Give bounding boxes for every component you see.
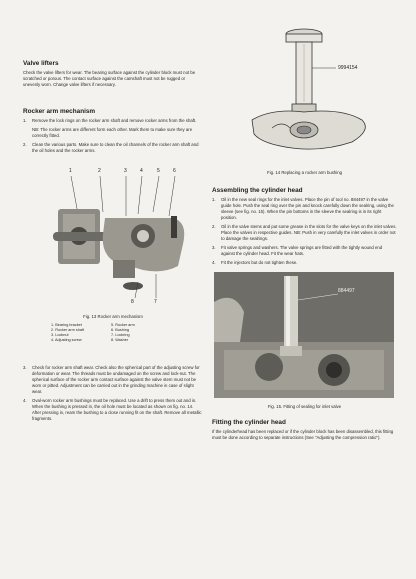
fig13-callout-8: 8 <box>131 299 134 305</box>
fig15-tool-label: 884497 <box>338 288 355 294</box>
fig13-callout-3: 3 <box>124 168 127 174</box>
legend-item: 5. Rocker arm <box>111 323 135 327</box>
step-number: 3. <box>23 365 27 370</box>
step-text: Clean the various parts. Make sure to clean the oil channels of the rocker arm shaft and the oil holes and the rocker arms. <box>32 142 199 153</box>
legend-item: 1. Bearing bracket <box>51 323 82 327</box>
step-number: 1. <box>212 197 216 202</box>
step-text: Fit valve springs and washers. The valve springs are fitted with the tightly wound end against the cylinder head. Fit the wear hats. <box>221 245 383 256</box>
fig13-callout-1: 1 <box>69 168 72 174</box>
assembly-step-2 <box>212 224 397 242</box>
fig14-figure <box>212 20 397 168</box>
step-text: Oval-worn rocker arm bushings must be replaced. Use a drift to press them out and in. When the bushing is pressed in, the oil hole must be located as shown on fig. no. 14. After pressing in, ream the bushing to a close running fit on the shaft. Remove all metallic fragments. <box>32 398 202 421</box>
fitting-heading: Fitting the cylinder head <box>212 419 286 426</box>
fig13-callout-4: 4 <box>140 168 143 174</box>
valve-lifters-text: Check the valve lifters for wear. The bearing surface against the cylinder block must not be scratched or porous. The contact surface against the camshaft must not be rugged or unevenly worn. Change valve lifters if necessary. <box>23 70 196 87</box>
bushing-tool-drawing <box>212 20 397 165</box>
fig13-callout-6: 6 <box>173 168 176 174</box>
step-text: Oil in the valve stems and put some grease in the slots for the valve keys on the inlet valves. Place the valves in respective guides. NB: Push in very carefully the inlet valves in order not to damage the sealrings. <box>221 224 397 241</box>
valve-lifters-heading: Valve lifters <box>23 60 59 67</box>
fitting-text: If the cylinderhead has been replaced or if the cylinder block has been disassembled, this fitting must be done according to separate instructions (See "Adjusting the compression ratio"). <box>212 429 394 440</box>
step-text: NB: The rocker arms are different form each other. Mark them to make sure they are correctly fitted. <box>32 127 193 138</box>
step-number: 2. <box>23 142 27 147</box>
valve-seal-photo <box>214 272 394 398</box>
step-text: Fit the injectors but do not tighten these. <box>221 260 298 265</box>
fig14-caption: Fig. 14 Replacing a rocker arm bushing <box>267 170 342 175</box>
rocker-step-4 <box>23 398 203 422</box>
step-number: 3. <box>212 245 216 250</box>
assembly-step-4 <box>212 260 397 266</box>
fig13-caption: Fig. 13 Rocker arm mechanism <box>83 314 143 319</box>
rocker-step-3 <box>23 365 203 395</box>
legend-item: 2. Rocker arm shaft <box>51 328 85 332</box>
fig13-figure <box>23 164 203 312</box>
step-number <box>23 127 32 139</box>
fig13-callout-7: 7 <box>154 299 157 305</box>
assembly-step-1 <box>212 197 397 221</box>
right-column <box>212 20 397 441</box>
fig13-callout-2: 2 <box>98 168 101 174</box>
legend-item: 4. Adjusting screw <box>51 338 82 342</box>
legend-item: 7. Lockring <box>111 333 130 337</box>
fig14-tool-label: 9994154 <box>338 65 358 71</box>
step-number: 4. <box>212 260 216 265</box>
step-text: Oil in the new seal rings for the inlet valves. Place the pin of tool no. 884497 in the valve guide hole. Push the seal ring over the pin and knock carefully down the sealring, using the sleeve (see fig. no. 15). When the pin bottoms in the sleeve the sealring is in its right position. <box>221 197 394 220</box>
assembly-step-3 <box>212 245 397 257</box>
fig13-legend <box>51 323 171 343</box>
step-number: 2. <box>212 224 216 229</box>
left-column <box>23 60 203 425</box>
legend-item: 8. Washer <box>111 338 129 342</box>
assembling-heading: Assembling the cylinder head <box>212 187 303 194</box>
legend-item: 3. Locknut <box>51 333 69 337</box>
rocker-arm-heading: Rocker arm mechanism <box>23 108 96 115</box>
step-number: 1. <box>23 118 27 123</box>
step-text: Remove the lock rings on the rocker arm shaft and remove rocker arms from the shaft. <box>32 118 197 123</box>
rocker-step-nb <box>23 127 203 139</box>
legend-item: 6. Bushing <box>111 328 129 332</box>
rocker-step-2 <box>23 142 203 154</box>
rocker-step-1 <box>23 118 203 124</box>
step-number: 4. <box>23 398 27 403</box>
step-text: Check for rocker arm shaft wear. Check also the spherical part of the adjusting screw for deformation or wear. The threads must be undamaged on the screw and lock-nut. The spherical surface of the rocker arm contact surface against the valve stem must not be worn or pitted. Adjustment can be carried out in the grinding machine in case of slight wear. <box>32 365 200 394</box>
fig15-caption: Fig. 15. Fitting of sealing for inlet valve <box>267 404 342 409</box>
fig13-callout-5: 5 <box>157 168 160 174</box>
fig15-figure <box>212 272 397 402</box>
rocker-arm-photo <box>23 174 203 304</box>
